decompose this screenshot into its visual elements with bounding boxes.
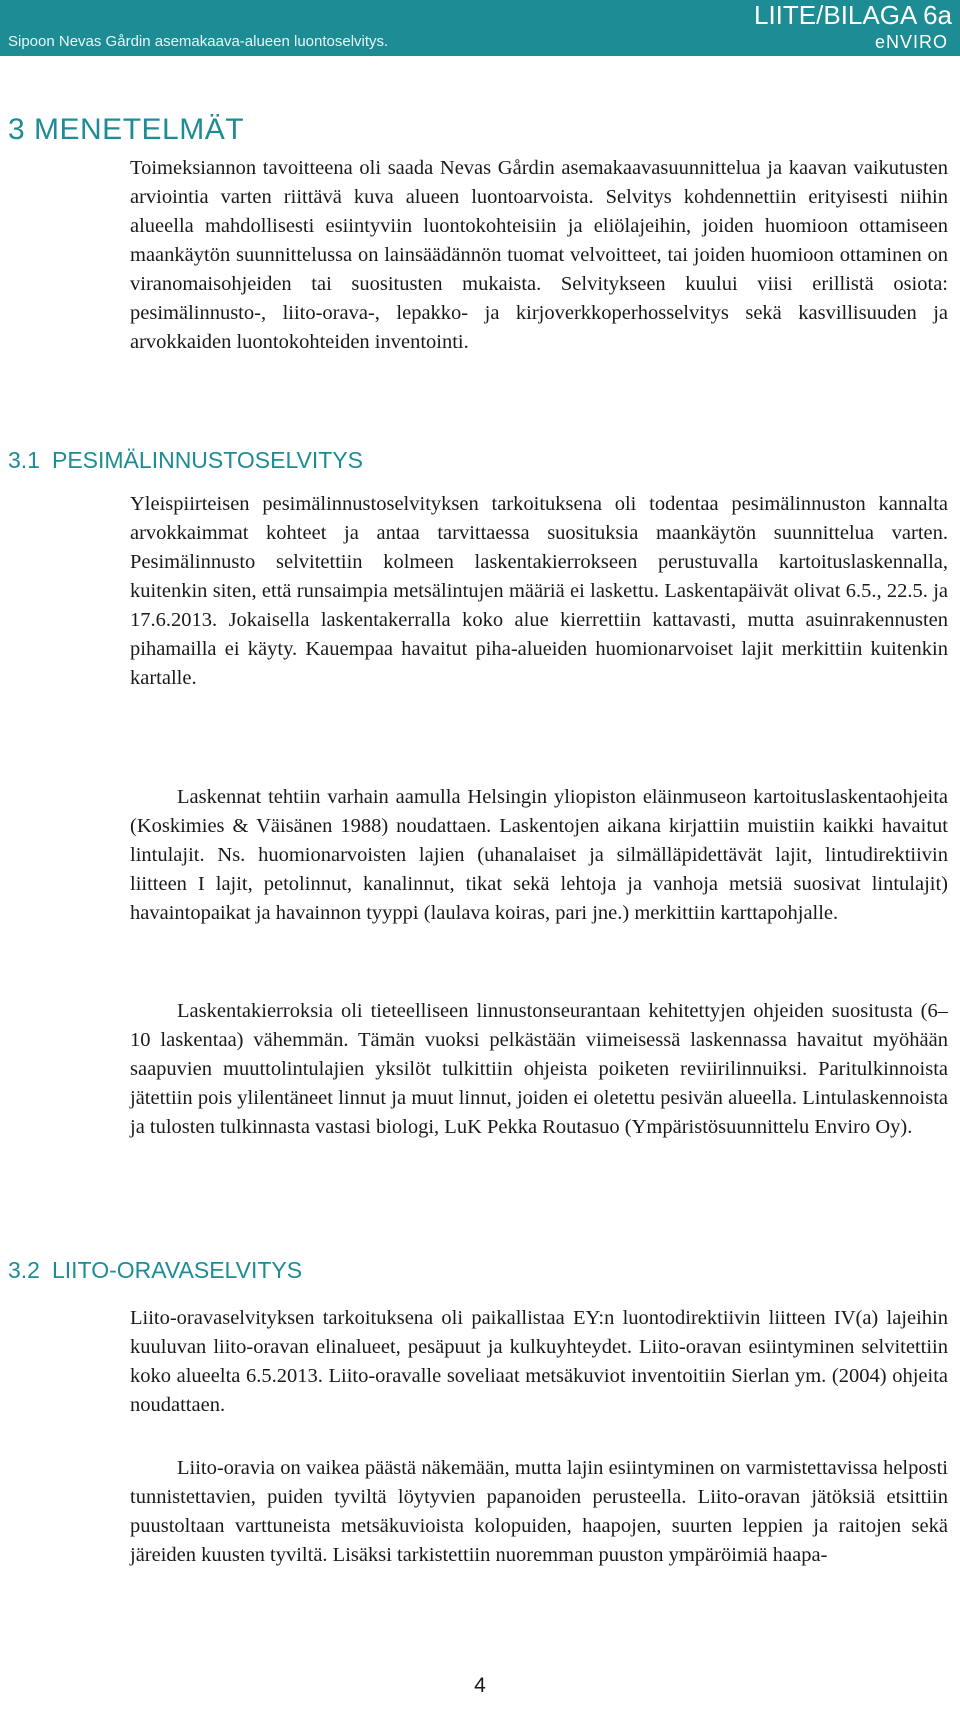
- section-3-1-heading: [8, 447, 363, 474]
- section-3-1-title: PESIMÄLINNUSTOSELVITYS: [51, 447, 364, 473]
- section-3-2-heading: [8, 1257, 302, 1284]
- section-3-heading: 3 MENETELMÄT: [8, 113, 245, 146]
- page-number: 4: [474, 1674, 486, 1697]
- section-3-1-paragraph-1: Yleispiirteisen pesimälinnustoselvityksen tarkoituksena oli todentaa pesimälinnuston kannalta arvokkaimmat kohteet ja antaa tarvittaessa suosituksia maankäytön suunnittelua varten. Pesimälinnusto selvitettiin kolmeen laskentakierrokseen perustuvalla kartoituslaskennalla, kuitenkin siten, että runsaimpia metsälintujen määriä ei laskettu. Laskentapäivät olivat 6.5., 22.5. ja 17.6.2013. Jokaisella laskentakerralla koko alue kierrettiin kattavasti, mutta asuinrakennusten pihamailla ei käyty. Kauempaa havaitut piha-alueiden huomionarvoiset lajit merkittiin kuitenkin kartalle.: [130, 493, 948, 689]
- section-3-2-paragraph-1: Liito-oravaselvityksen tarkoituksena oli paikallistaa EY:n luontodirektiivin liitteen IV(a) lajeihin kuuluvan liito-oravan elinalueet, pesäpuut ja kulkuyhteydet. Liito-oravan esiintyminen selvitettiin koko alueelta 6.5.2013. Liito-oravalle soveliaat metsäkuviot inventoitiin Sierlan ym. (2004) ohjeita noudattaen.: [130, 1307, 948, 1416]
- section-3-2-number: 3.2: [8, 1257, 40, 1283]
- section-3-1-paragraph-3: Laskentakierroksia oli tieteelliseen linnustonseurantaan kehitettyjen ohjeiden suositusta (6–10 laskentaa) vähemmän. Tämän vuoksi pelkästään viimeisessä laskennassa havaitut myöhään saapuvien muuttolintulajien yksilöt tulkittiin ohjeista poiketen reviirilinnuiksi. Paritulkinnoista jätettiin pois ylilentäneet linnut ja muut linnut, joiden ei oletettu pesivän alueella. Lintulaskennoista ja tulosten tulkinnasta vastasi biologi, LuK Pekka Routasuo (Ympäristösuunnittelu Enviro Oy).: [130, 1000, 948, 1138]
- section-3-1-number: 3.1: [8, 447, 40, 473]
- header-document-title: Sipoon Nevas Gårdin asemakaava-alueen luontoselvitys.: [8, 33, 389, 50]
- section-3-paragraph: Toimeksiannon tavoitteena oli saada Nevas Gårdin asemakaavasuunnittelua ja kaavan vaikutusten arviointia varten riittävä kuva alueen luontoarvoista. Selvitys kohdennettiin erityisesti niihin alueella mahdollisesti esiintyviin luontokohteisiin ja eliölajeihin, joiden huomioon ottamiseen maankäytön suunnittelussa on lainsäädännön tuomat velvoitteet, tai joiden huomioon ottaminen on viranomaisohjeiden tai suositusten mukaista. Selvitykseen kuului viisi erillistä osiota: pesimälinnusto-, liito-orava-, lepakko- ja kirjoverkkoperhosselvitys sekä kasvillisuuden ja arvokkaiden luontokohteiden inventointi.: [130, 157, 948, 353]
- section-3-2-title: LIITO-ORAVASELVITYS: [51, 1257, 303, 1283]
- appendix-tag: LIITE/BILAGA 6a: [754, 0, 952, 30]
- page-header: [0, 0, 960, 56]
- section-3-2-paragraph-2: Liito-oravia on vaikea päästä näkemään, mutta lajin esiintyminen on varmistettavissa helposti tunnistettavien, puiden tyviltä löytyvien papanoiden perusteella. Liito-oravan jätöksiä etsittiin puustoltaan varttuneista metsäkuvioista kolopuiden, haapojen, suurten leppien ja raitojen sekä järeiden kuusten tyviltä. Lisäksi tarkistettiin nuoremman puuston ympäröimiä haapa-: [130, 1457, 948, 1566]
- section-3-1-paragraph-2: Laskennat tehtiin varhain aamulla Helsingin yliopiston eläinmuseon kartoituslaskentaohjeita (Koskimies & Väisänen 1988) noudattaen. Laskentojen aikana kirjattiin muistiin kaikki havaitut lintulajit. Ns. huomionarvoisten lajien (uhanalaiset ja silmälläpidettävät lajit, lintudirektiivin liitteen I lajit, petolinnut, kanalinnut, tikat sekä lehtoja ja vanhoja metsiä suosivat lintulajit) havaintopaikat ja havainnon tyyppi (laulava koiras, pari jne.) merkittiin karttapohjalle.: [130, 786, 948, 924]
- enviro-logo: eNVIRO: [874, 32, 948, 52]
